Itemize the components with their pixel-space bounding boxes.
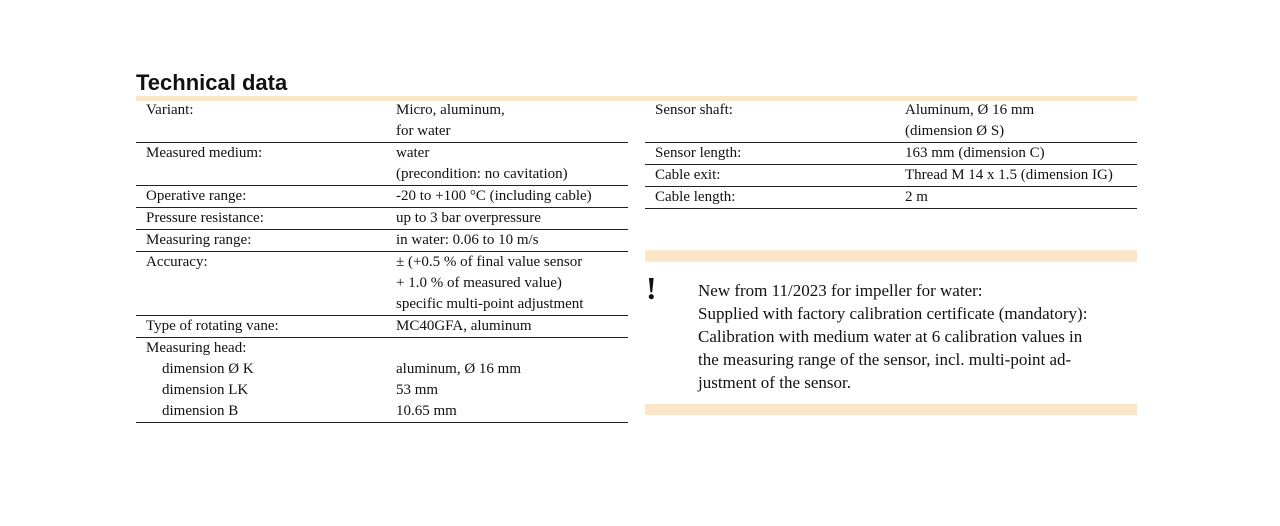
spec-label: Pressure resistance: xyxy=(136,208,387,230)
spec-label: Measuring range: xyxy=(136,230,387,252)
table-row xyxy=(136,294,628,316)
spec-label: Sensor length: xyxy=(645,143,896,165)
note-line: Supplied with factory calibration certificate (mandatory): xyxy=(698,304,1088,323)
note-line: justment of the sensor. xyxy=(698,373,851,392)
spec-value: for water xyxy=(387,121,628,143)
table-row xyxy=(136,186,628,208)
table-row xyxy=(136,401,628,423)
table-row xyxy=(136,208,628,230)
table-row xyxy=(136,273,628,294)
table-row xyxy=(136,338,628,360)
spec-label: Accuracy: xyxy=(146,254,208,270)
section-title: Technical data xyxy=(136,70,288,95)
spec-value: (dimension Ø S) xyxy=(896,121,1137,143)
spec-label xyxy=(136,121,387,143)
note-line: New from 11/2023 for impeller for water: xyxy=(698,281,983,300)
spec-label xyxy=(645,121,896,143)
table-row xyxy=(136,316,628,338)
spec-value: 2 m xyxy=(896,187,1137,209)
spec-label: dimension Ø K xyxy=(162,361,254,377)
spec-label xyxy=(136,273,387,294)
table-row xyxy=(136,252,628,274)
right-spec-table xyxy=(645,100,1137,209)
spec-value: 163 mm (dimension C) xyxy=(896,143,1137,165)
table-row xyxy=(136,380,628,401)
spec-value: aluminum, Ø 16 mm xyxy=(396,361,521,377)
spec-value: MC40GFA, aluminum xyxy=(387,316,628,338)
spec-label: Variant: xyxy=(146,102,194,118)
table-row xyxy=(136,230,628,252)
spec-label xyxy=(136,294,387,316)
table-row xyxy=(136,359,628,380)
spec-value: in water: 0.06 to 10 m/s xyxy=(387,230,628,252)
table-row xyxy=(645,100,1137,121)
note-line: the measuring range of the sensor, incl. multi-point ad- xyxy=(698,350,1072,369)
spec-value: (precondition: no cavitation) xyxy=(387,164,628,186)
spec-label: Measuring head: xyxy=(146,340,247,356)
spec-value: ± (+0.5 % of final value sensor xyxy=(396,254,583,270)
table-row xyxy=(136,143,628,165)
spec-value: specific multi-point adjustment xyxy=(387,294,628,316)
spec-label xyxy=(136,164,387,186)
spec-label: Cable exit: xyxy=(645,165,896,187)
table-row xyxy=(136,121,628,143)
spec-value: 53 mm xyxy=(396,382,439,398)
spec-value: -20 to +100 °C (including cable) xyxy=(387,186,628,208)
note-top-band xyxy=(645,250,1137,262)
note-text xyxy=(698,279,1148,394)
spec-label: dimension B xyxy=(136,401,387,423)
spec-label: Operative range: xyxy=(136,186,387,208)
spec-label: Cable length: xyxy=(645,187,896,209)
spec-value: + 1.0 % of measured value) xyxy=(396,275,562,291)
spec-value: Thread M 14 x 1.5 (dimension IG) xyxy=(896,165,1137,187)
spec-label: Measured medium: xyxy=(146,145,263,161)
table-row xyxy=(136,164,628,186)
spec-value: 10.65 mm xyxy=(387,401,628,423)
note-bottom-band xyxy=(645,404,1137,415)
spec-label: Type of rotating vane: xyxy=(136,316,387,338)
spec-label: dimension LK xyxy=(162,382,249,398)
table-row xyxy=(645,121,1137,143)
spec-value: up to 3 bar overpressure xyxy=(387,208,628,230)
spec-value: Aluminum, Ø 16 mm xyxy=(905,102,1035,118)
note-line: Calibration with medium water at 6 calibration values in xyxy=(698,327,1083,346)
table-row xyxy=(645,187,1137,209)
table-row xyxy=(136,100,628,121)
exclamation-icon: ! xyxy=(646,270,657,306)
spec-value: water xyxy=(396,145,430,161)
left-spec-table xyxy=(136,100,628,423)
spec-value: Micro, aluminum, xyxy=(396,102,505,118)
spec-label: Sensor shaft: xyxy=(655,102,733,118)
table-row xyxy=(645,165,1137,187)
table-row xyxy=(645,143,1137,165)
spec-value xyxy=(387,338,628,360)
